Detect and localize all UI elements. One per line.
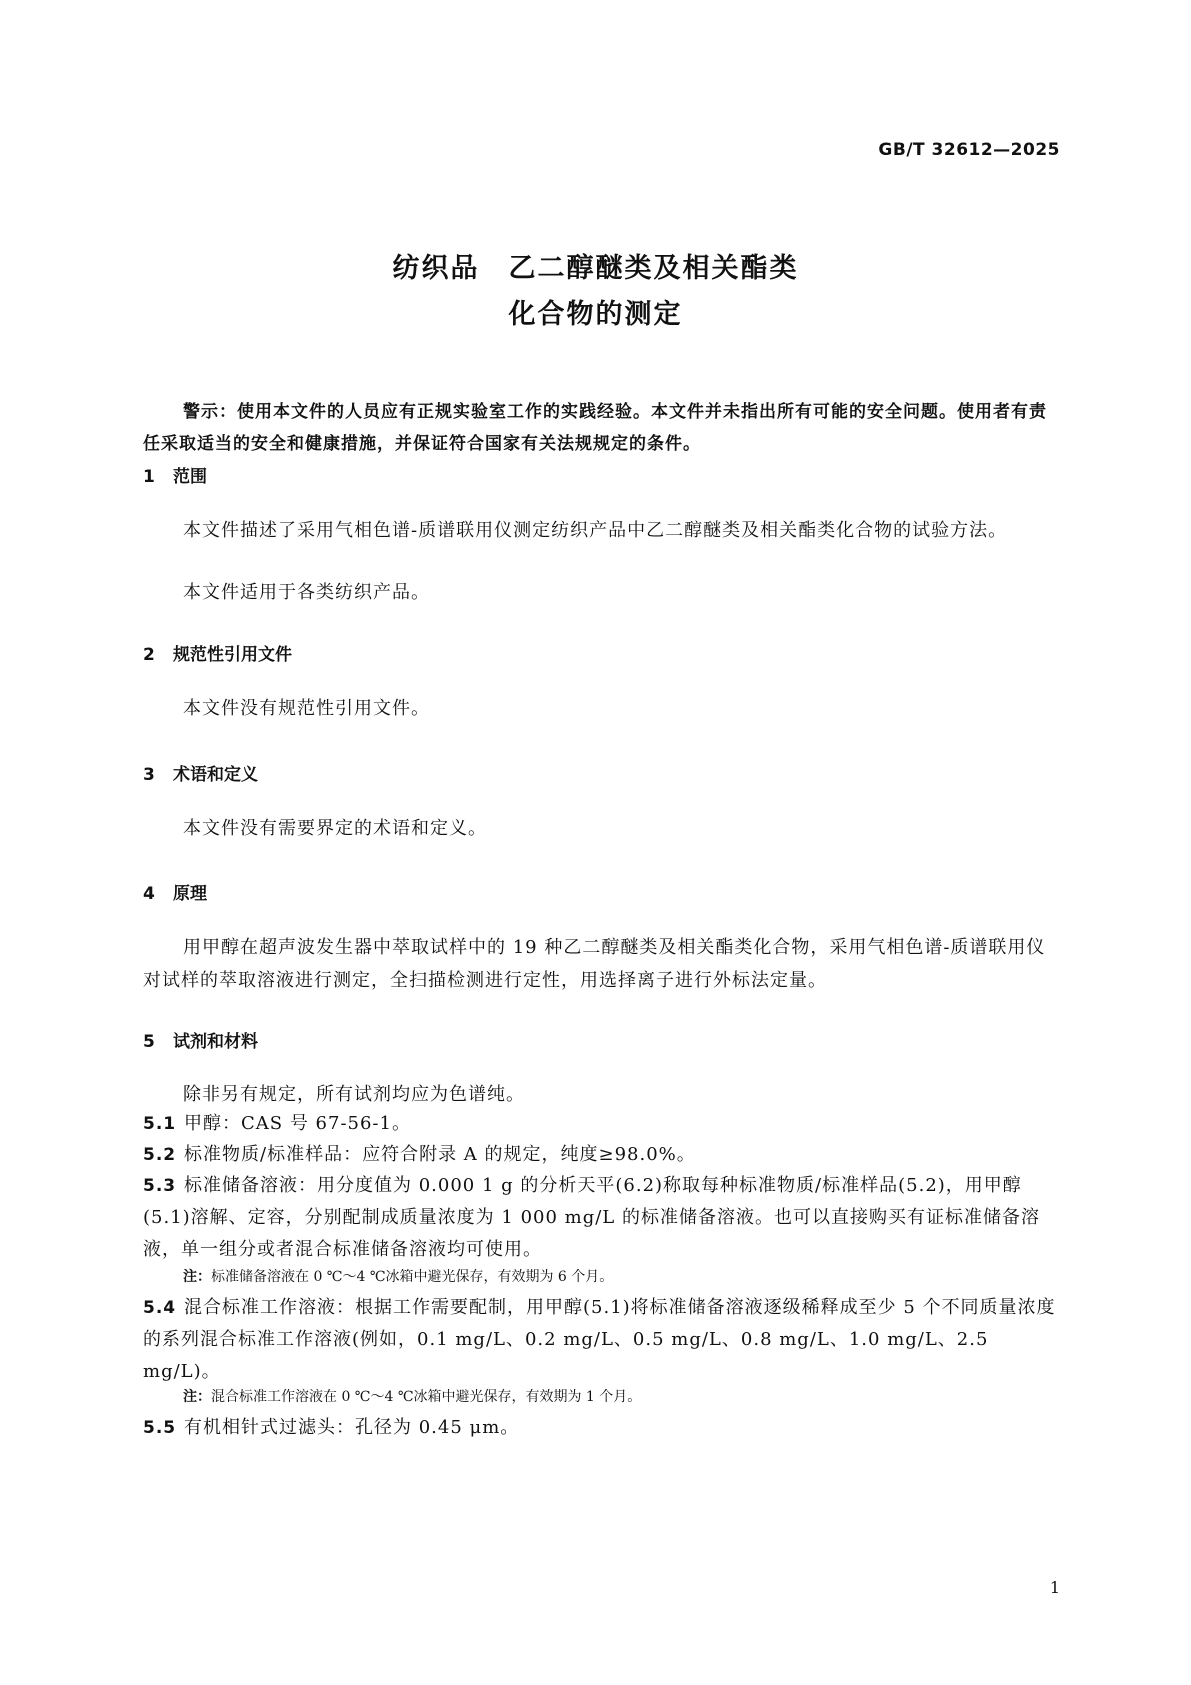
- section-number: 4: [143, 884, 155, 904]
- note-5-3: [183, 1266, 1043, 1288]
- clause-number: 5.3: [143, 1176, 177, 1196]
- normative-references-paragraph: 本文件没有规范性引用文件。: [183, 698, 430, 719]
- section-title: 范围: [173, 467, 207, 487]
- safety-warning: 警示：使用本文件的人员应有正规实验室工作的实践经验。本文件并未指出所有可能的安全问题。使用者有责任采取适当的安全和健康措施，并保证符合国家有关法规规定的条件。: [143, 402, 1047, 454]
- terms-paragraph: 本文件没有需要界定的术语和定义。: [183, 818, 487, 839]
- note-label: 注：: [183, 1269, 211, 1285]
- clause-5-2: [143, 1139, 1063, 1171]
- title-line-1: 纺织品 乙二醇醚类及相关酯类: [392, 253, 799, 284]
- principle-paragraph: 用甲醇在超声波发生器中萃取试样中的 19 种乙二醇醚类及相关酯类化合物，采用气相色谱-质谱联用仪对试样的萃取溶液进行测定，全扫描检测进行定性，用选择离子进行外标法定量。: [143, 937, 1046, 991]
- section-title: 术语和定义: [173, 765, 258, 785]
- section-title: 原理: [173, 884, 207, 904]
- section-4-heading: [143, 879, 207, 904]
- note-label: 注：: [183, 1389, 211, 1405]
- section-number: 2: [143, 645, 155, 665]
- page-number: 1: [1049, 1578, 1060, 1597]
- clause-5-3: [143, 1170, 1063, 1266]
- clause-text: 混合标准工作溶液：根据工作需要配制，用甲醇(5.1)将标准储备溶液逐级稀释成至少 5 个不同质量浓度的系列混合标准工作溶液(例如，0.1 mg/L、0.2 mg/L、0.5 mg/L、0.8 mg/L、1.0 mg/L、2.5 mg/L)。: [143, 1297, 1056, 1382]
- clause-number: 5.2: [143, 1145, 177, 1165]
- document-title: [0, 246, 1191, 338]
- clause-text: 标准储备溶液：用分度值为 0.000 1 g 的分析天平(6.2)称取每种标准物质/标准样品(5.2)，用甲醇(5.1)溶解、定容，分别配制成质量浓度为 1 000 mg/L 的标准储备溶液。也可以直接购买有证标准储备溶液，单一组分或者混合标准储备溶液均可使用。: [143, 1175, 1040, 1260]
- standard-code: GB/T 32612—2025: [878, 140, 1060, 160]
- section-title: 规范性引用文件: [173, 645, 292, 665]
- section-number: 3: [143, 765, 155, 785]
- note-text: 标准储备溶液在 0 ℃～4 ℃冰箱中避光保存，有效期为 6 个月。: [211, 1269, 614, 1285]
- clause-text: 标准物质/标准样品：应符合附录 A 的规定，纯度≥98.0%。: [184, 1144, 696, 1165]
- clause-5-1: [143, 1108, 1063, 1140]
- section-1-heading: [143, 462, 207, 487]
- scope-paragraph-1: 本文件描述了采用气相色谱-质谱联用仪测定纺织产品中乙二醇醚类及相关酯类化合物的试验方法。: [183, 520, 1008, 541]
- section-number: 5: [143, 1032, 155, 1052]
- clause-number: 5.5: [143, 1418, 177, 1438]
- section-number: 1: [143, 467, 155, 487]
- scope-paragraph-2: 本文件适用于各类纺织产品。: [183, 582, 430, 603]
- clause-5-4: [143, 1292, 1063, 1388]
- title-line-2: 化合物的测定: [508, 299, 683, 330]
- note-5-4: [183, 1386, 1043, 1408]
- reagents-intro: 除非另有规定，所有试剂均应为色谱纯。: [183, 1084, 525, 1105]
- section-2-heading: [143, 640, 292, 665]
- section-3-heading: [143, 760, 258, 785]
- note-text: 混合标准工作溶液在 0 ℃～4 ℃冰箱中避光保存，有效期为 1 个月。: [211, 1389, 642, 1405]
- section-title: 试剂和材料: [173, 1032, 258, 1052]
- clause-text: 有机相针式过滤头：孔径为 0.45 μm。: [184, 1417, 520, 1438]
- clause-number: 5.1: [143, 1114, 177, 1134]
- clause-text: 甲醇：CAS 号 67-56-1。: [184, 1113, 411, 1134]
- section-5-heading: [143, 1027, 258, 1052]
- clause-number: 5.4: [143, 1298, 177, 1318]
- clause-5-5: [143, 1412, 1063, 1444]
